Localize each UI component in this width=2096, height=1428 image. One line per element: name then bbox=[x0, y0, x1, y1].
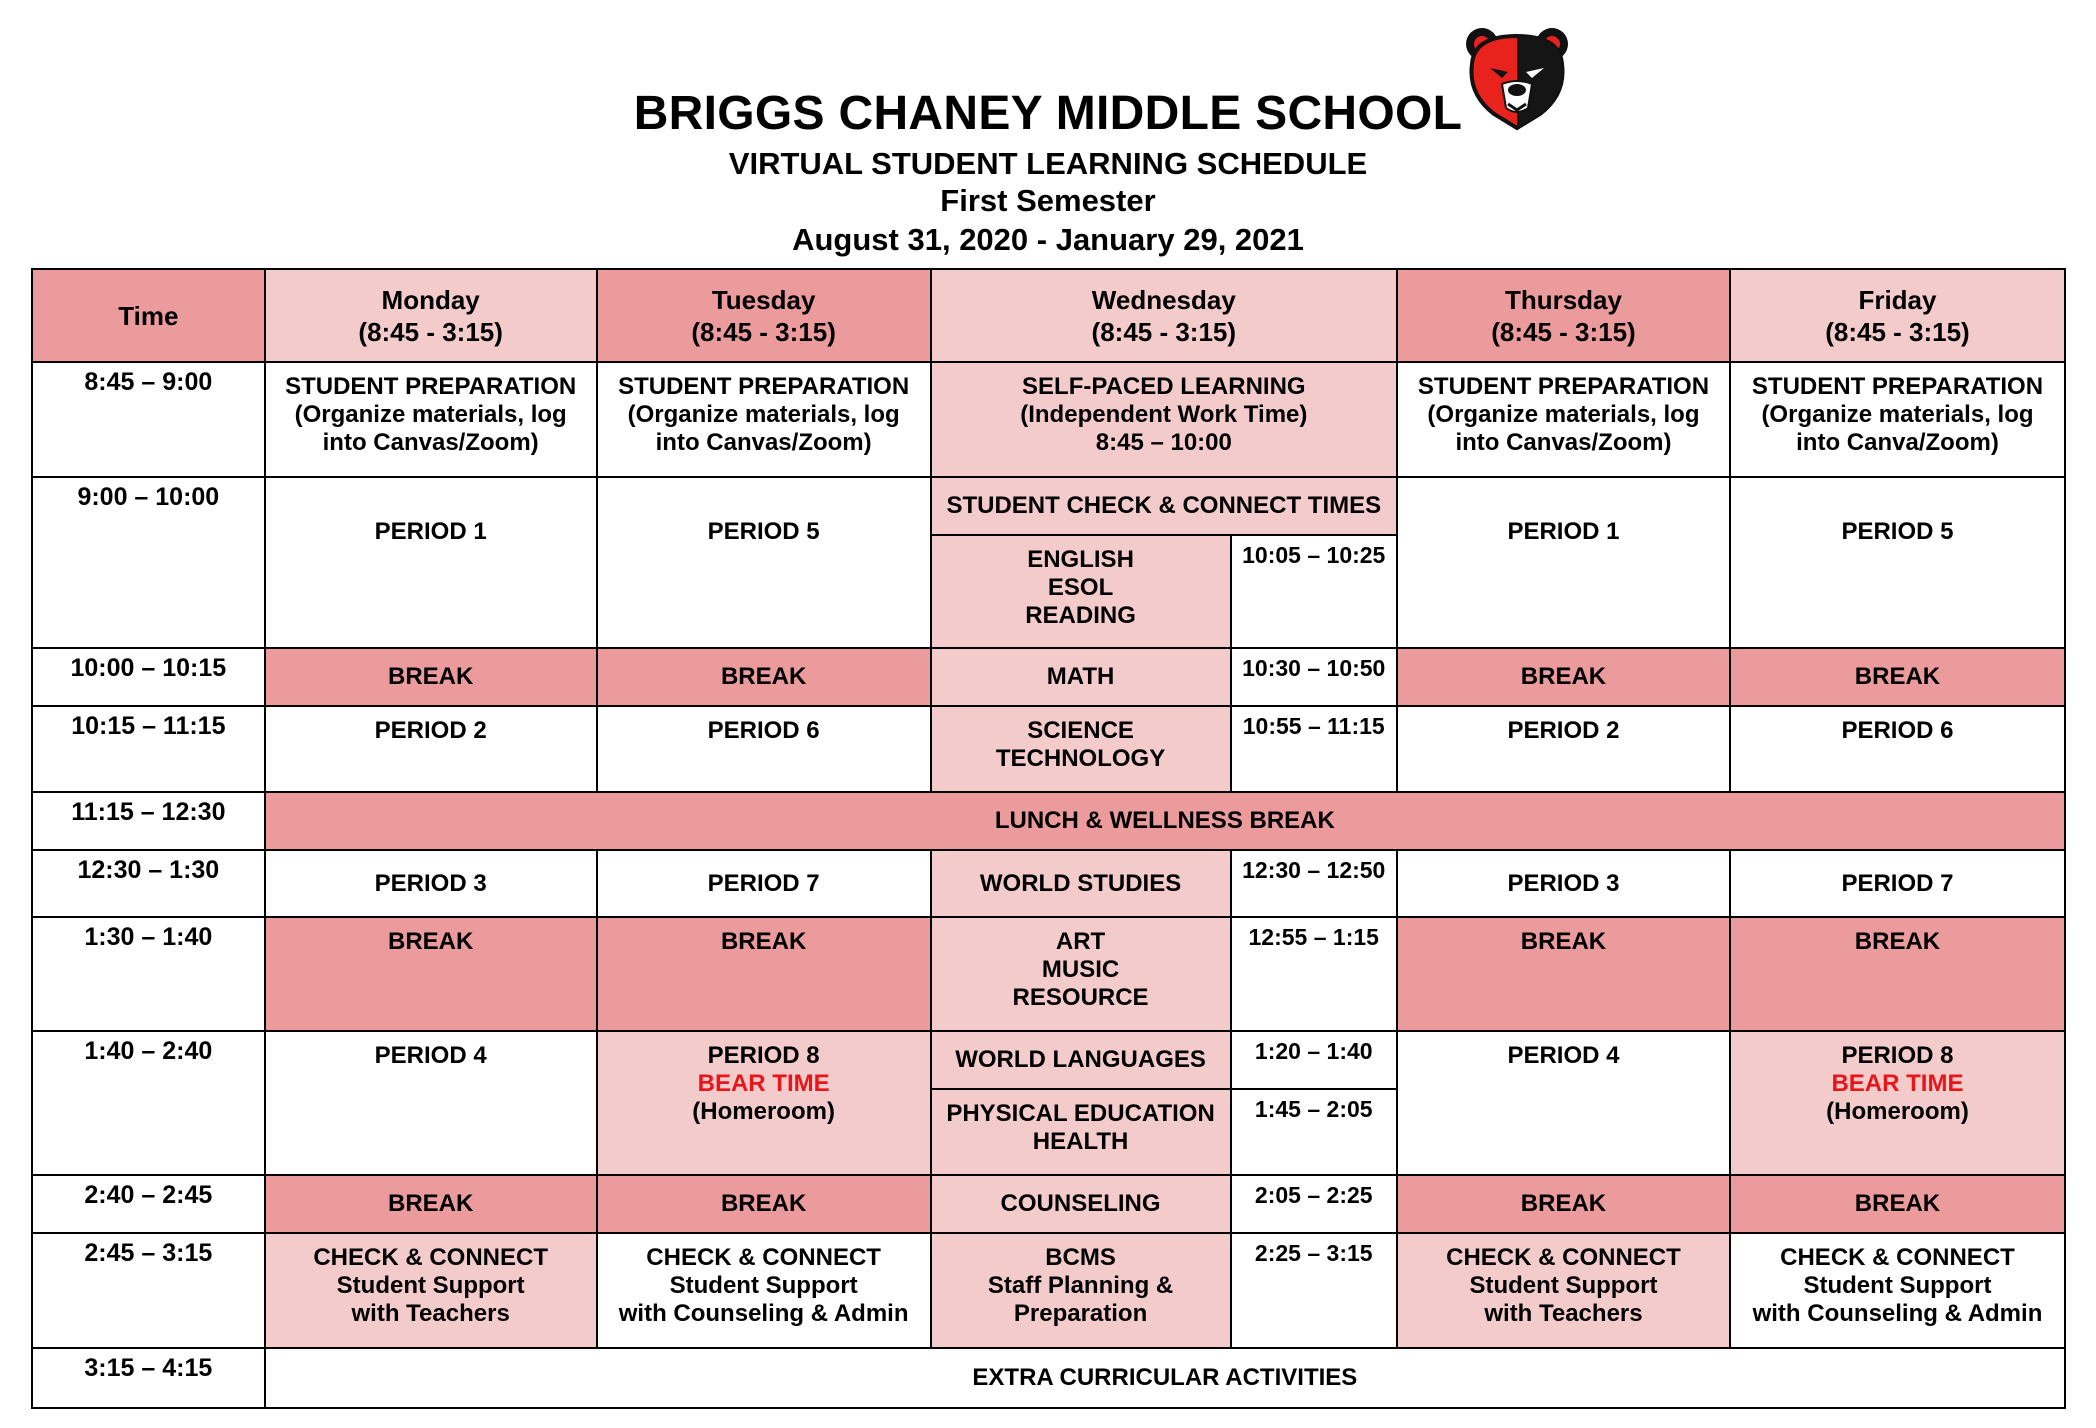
table-row bbox=[32, 362, 2065, 477]
break-cell: BREAK bbox=[1730, 1175, 2065, 1233]
schedule-cell: PERIOD 6 bbox=[1730, 706, 2065, 792]
subject-cell: ART MUSIC RESOURCE bbox=[931, 917, 1231, 1031]
schedule-cell: STUDENT PREPARATION (Organize materials, log into Canvas/Zoom) bbox=[597, 362, 931, 477]
subject-cell: SCIENCE TECHNOLOGY bbox=[931, 706, 1231, 792]
break-cell: BREAK bbox=[597, 917, 931, 1031]
schedule-cell: PERIOD 2 bbox=[1397, 706, 1730, 792]
table-row bbox=[32, 706, 2065, 792]
subject-time-cell: 2:25 – 3:15 bbox=[1231, 1233, 1397, 1348]
subject-time-cell: 12:55 – 1:15 bbox=[1231, 917, 1397, 1031]
schedule-cell: STUDENT PREPARATION (Organize materials, log into Canvas/Zoom) bbox=[1397, 362, 1730, 477]
subject-cell: PHYSICAL EDUCATION HEALTH bbox=[931, 1089, 1231, 1175]
schedule-cell: PERIOD 1 bbox=[1397, 477, 1730, 648]
time-cell: 2:45 – 3:15 bbox=[32, 1233, 265, 1348]
subject-time-cell: 1:20 – 1:40 bbox=[1231, 1031, 1397, 1089]
tuesday-column-header: Tuesday (8:45 - 3:15) bbox=[597, 269, 931, 362]
schedule-cell: PERIOD 1 bbox=[265, 477, 597, 648]
subject-time-cell: 2:05 – 2:25 bbox=[1231, 1175, 1397, 1233]
time-cell: 1:30 – 1:40 bbox=[32, 917, 265, 1031]
schedule-cell: PERIOD 3 bbox=[265, 850, 597, 917]
table-row bbox=[32, 917, 2065, 1031]
table-row bbox=[32, 850, 2065, 917]
friday-column-header: Friday (8:45 - 3:15) bbox=[1730, 269, 2065, 362]
school-name: BRIGGS CHANEY MIDDLE SCHOOL bbox=[633, 87, 1463, 140]
break-cell: BREAK bbox=[1730, 648, 2065, 706]
schedule-cell: PERIOD 7 bbox=[1730, 850, 2065, 917]
schedule-cell: PERIOD 8 BEAR TIME (Homeroom) bbox=[1730, 1031, 2065, 1175]
header-row bbox=[32, 269, 2065, 362]
schedule-cell: PERIOD 5 bbox=[597, 477, 931, 648]
schedule-cell: PERIOD 3 bbox=[1397, 850, 1730, 917]
table-row bbox=[32, 1175, 2065, 1233]
schedule-cell: PERIOD 2 bbox=[265, 706, 597, 792]
check-connect-header: STUDENT CHECK & CONNECT TIMES bbox=[931, 477, 1397, 535]
subject-cell: WORLD LANGUAGES bbox=[931, 1031, 1231, 1089]
schedule-cell: CHECK & CONNECT Student Support with Teachers bbox=[265, 1233, 597, 1348]
table-row bbox=[32, 792, 2065, 850]
table-row bbox=[32, 477, 2065, 535]
schedule-table bbox=[31, 268, 2066, 1409]
schedule-cell: SELF-PACED LEARNING (Independent Work Time) 8:45 – 10:00 bbox=[931, 362, 1397, 477]
bear-time-label: BEAR TIME bbox=[697, 1070, 830, 1097]
time-column-header: Time bbox=[32, 269, 265, 362]
subject-time-cell: 10:30 – 10:50 bbox=[1231, 648, 1397, 706]
break-cell: BREAK bbox=[1397, 1175, 1730, 1233]
table-row bbox=[32, 1031, 2065, 1089]
schedule-title: VIRTUAL STUDENT LEARNING SCHEDULE bbox=[728, 146, 1368, 181]
subject-time-cell: 1:45 – 2:05 bbox=[1231, 1089, 1397, 1175]
bear-mascot-icon bbox=[1462, 24, 1572, 132]
time-cell: 3:15 – 4:15 bbox=[32, 1348, 265, 1408]
subject-cell: MATH bbox=[931, 648, 1231, 706]
lunch-break-cell: LUNCH & WELLNESS BREAK bbox=[265, 792, 2065, 850]
schedule-cell: STUDENT PREPARATION (Organize materials, log into Canvas/Zoom) bbox=[265, 362, 597, 477]
break-cell: BREAK bbox=[265, 917, 597, 1031]
extracurricular-cell: EXTRA CURRICULAR ACTIVITIES bbox=[265, 1348, 2065, 1408]
table-row bbox=[32, 1348, 2065, 1408]
break-cell: BREAK bbox=[597, 648, 931, 706]
schedule-cell: PERIOD 6 bbox=[597, 706, 931, 792]
subject-cell: WORLD STUDIES bbox=[931, 850, 1231, 917]
break-cell: BREAK bbox=[1730, 917, 2065, 1031]
thursday-column-header: Thursday (8:45 - 3:15) bbox=[1397, 269, 1730, 362]
break-cell: BREAK bbox=[597, 1175, 931, 1233]
time-cell: 12:30 – 1:30 bbox=[32, 850, 265, 917]
subject-cell: BCMS Staff Planning & Preparation bbox=[931, 1233, 1231, 1348]
subject-time-cell: 10:05 – 10:25 bbox=[1231, 535, 1397, 648]
schedule-cell: PERIOD 8 BEAR TIME (Homeroom) bbox=[597, 1031, 931, 1175]
wednesday-column-header: Wednesday (8:45 - 3:15) bbox=[931, 269, 1397, 362]
break-cell: BREAK bbox=[265, 648, 597, 706]
schedule-cell: CHECK & CONNECT Student Support with Teachers bbox=[1397, 1233, 1730, 1348]
break-cell: BREAK bbox=[1397, 917, 1730, 1031]
schedule-cell: PERIOD 5 bbox=[1730, 477, 2065, 648]
date-range: August 31, 2020 - January 29, 2021 bbox=[792, 222, 1304, 257]
time-cell: 10:00 – 10:15 bbox=[32, 648, 265, 706]
monday-column-header: Monday (8:45 - 3:15) bbox=[265, 269, 597, 362]
schedule-cell: CHECK & CONNECT Student Support with Counseling & Admin bbox=[597, 1233, 931, 1348]
break-cell: BREAK bbox=[265, 1175, 597, 1233]
bear-time-label: BEAR TIME bbox=[1831, 1070, 1964, 1097]
schedule-cell: PERIOD 4 bbox=[265, 1031, 597, 1175]
subject-time-cell: 10:55 – 11:15 bbox=[1231, 706, 1397, 792]
time-cell: 9:00 – 10:00 bbox=[32, 477, 265, 648]
break-cell: BREAK bbox=[1397, 648, 1730, 706]
schedule-cell: CHECK & CONNECT Student Support with Counseling & Admin bbox=[1730, 1233, 2065, 1348]
schedule-cell: PERIOD 4 bbox=[1397, 1031, 1730, 1175]
subject-cell: ENGLISH ESOL READING bbox=[931, 535, 1231, 648]
schedule-cell: STUDENT PREPARATION (Organize materials, log into Canva/Zoom) bbox=[1730, 362, 2065, 477]
time-cell: 8:45 – 9:00 bbox=[32, 362, 265, 477]
table-row bbox=[32, 1233, 2065, 1348]
semester-label: First Semester bbox=[940, 183, 1156, 218]
subject-time-cell: 12:30 – 12:50 bbox=[1231, 850, 1397, 917]
time-cell: 11:15 – 12:30 bbox=[32, 792, 265, 850]
time-cell: 2:40 – 2:45 bbox=[32, 1175, 265, 1233]
time-cell: 1:40 – 2:40 bbox=[32, 1031, 265, 1175]
subject-cell: COUNSELING bbox=[931, 1175, 1231, 1233]
schedule-cell: PERIOD 7 bbox=[597, 850, 931, 917]
table-row bbox=[32, 648, 2065, 706]
time-cell: 10:15 – 11:15 bbox=[32, 706, 265, 792]
